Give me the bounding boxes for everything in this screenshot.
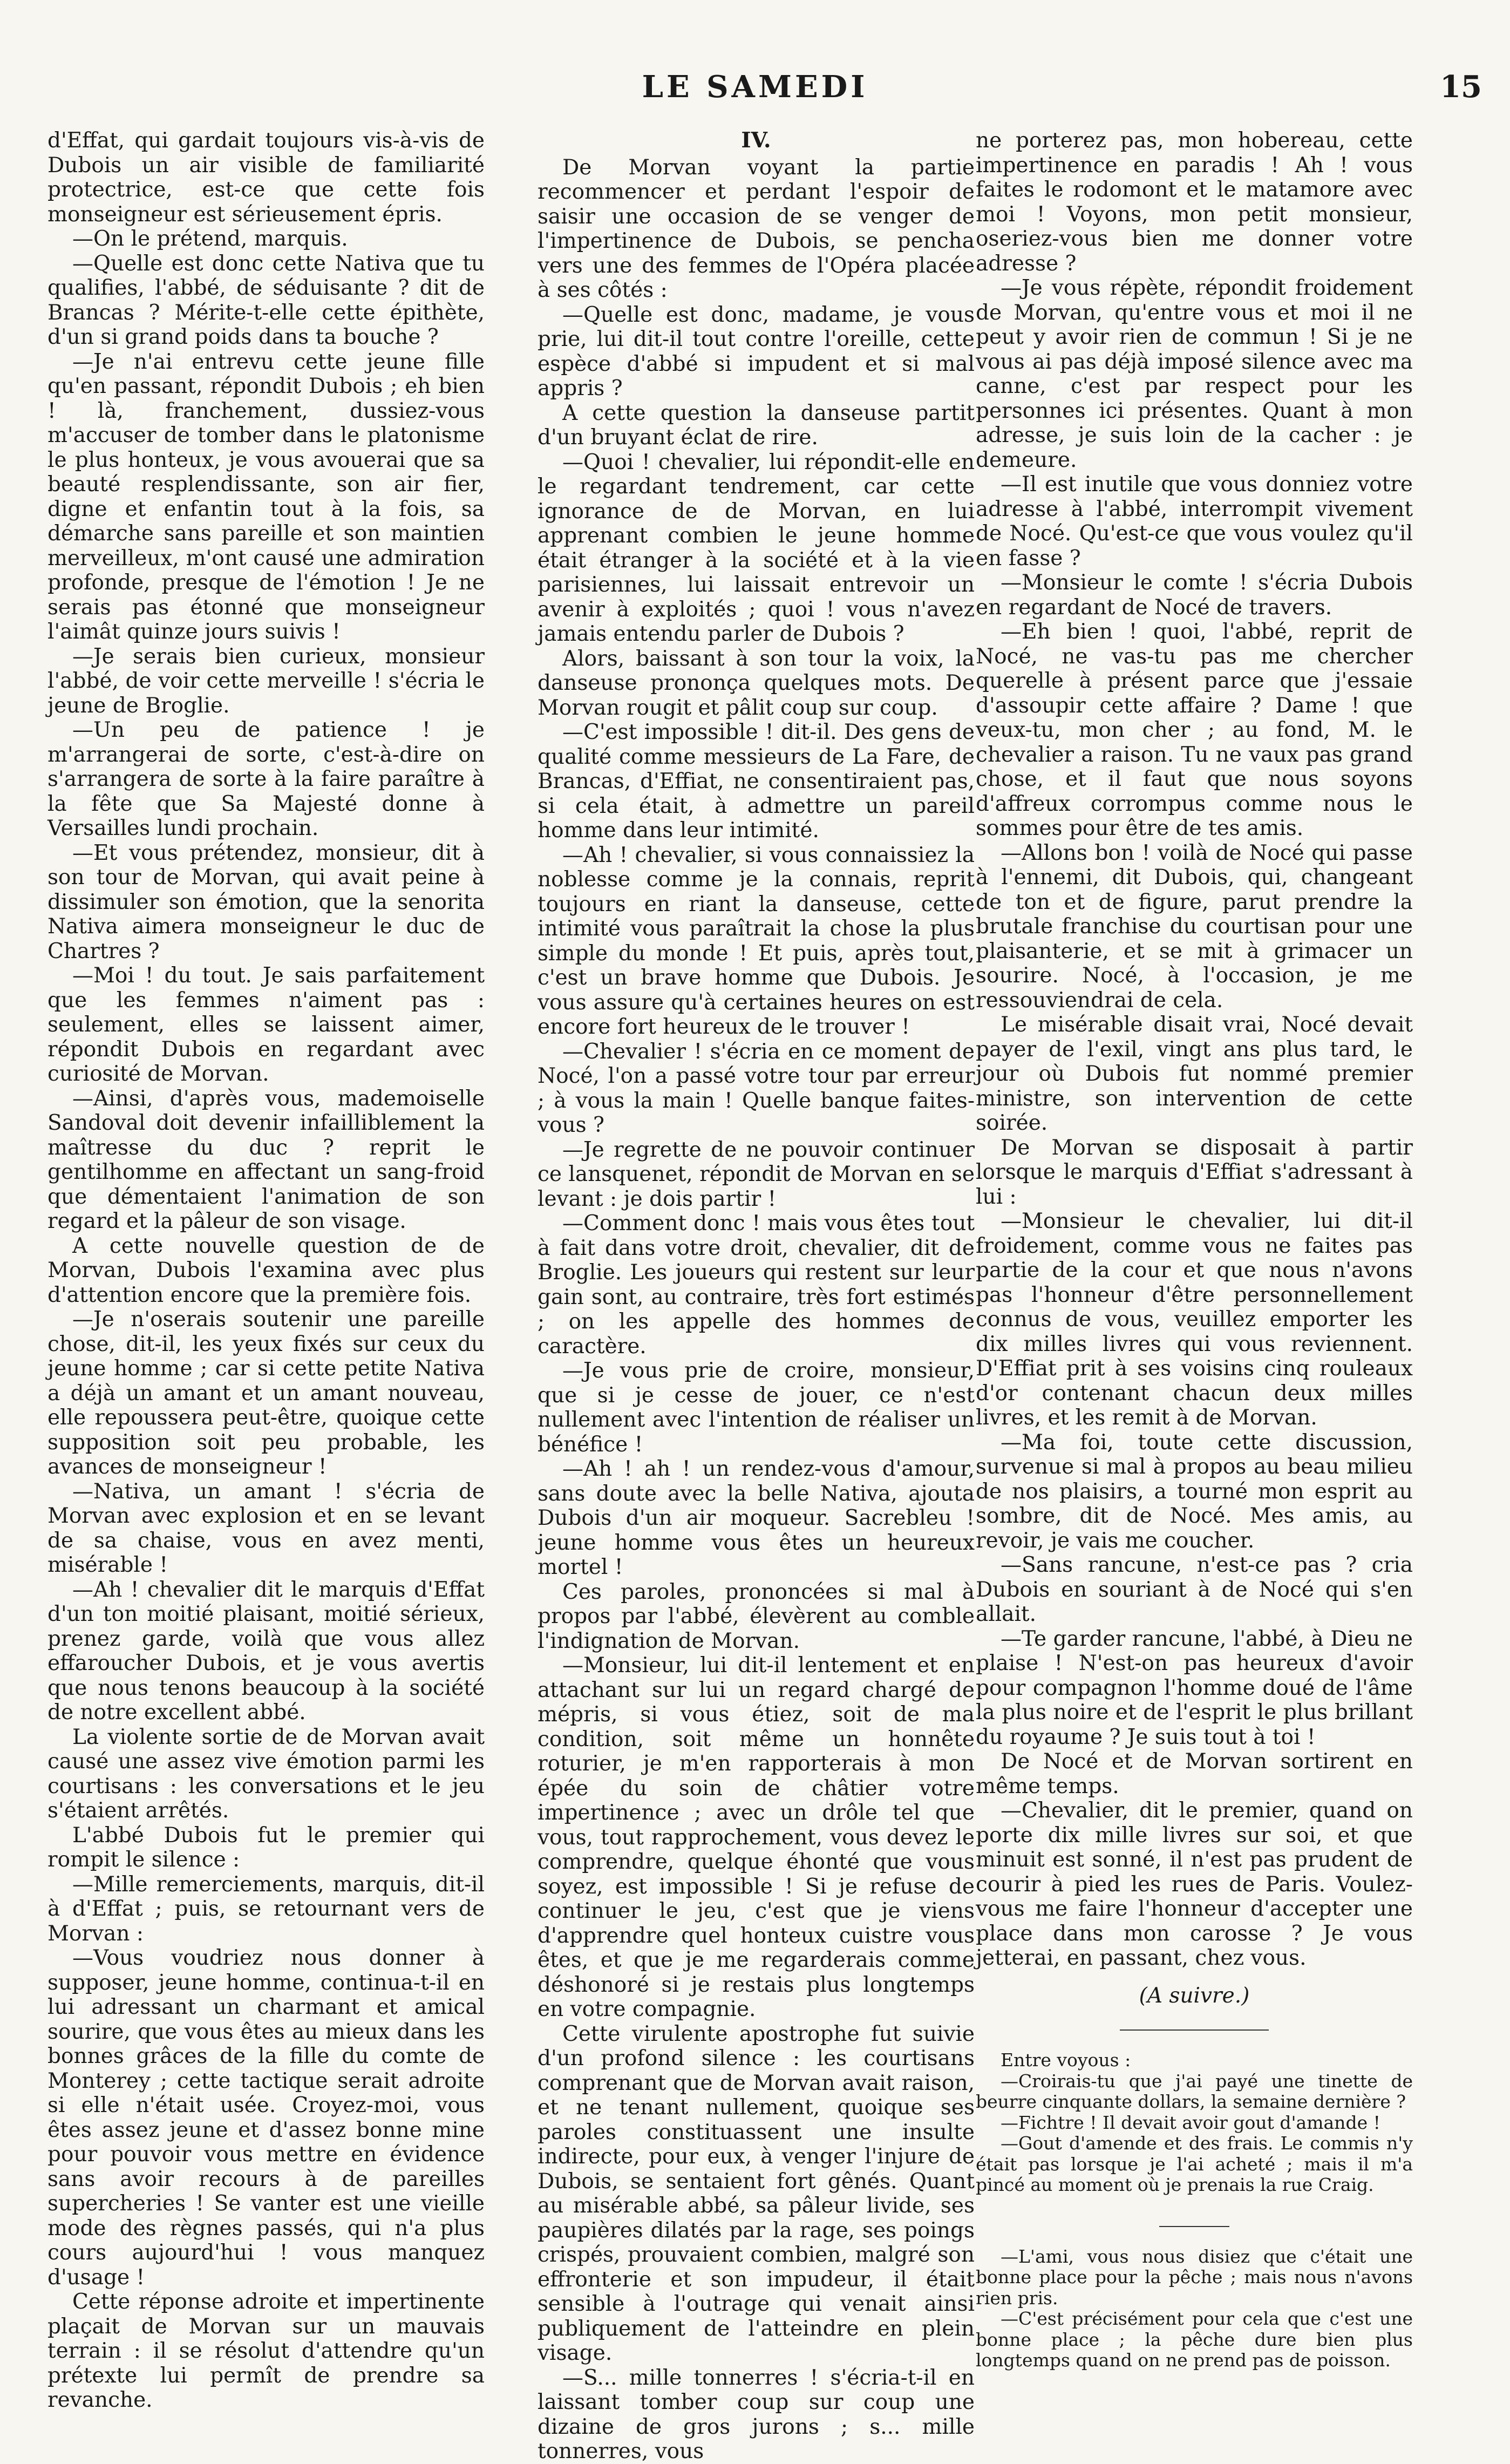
paragraph: —Ah ! ah ! un rendez-vous d'amour, sans doute avec la belle Nativa, ajouta Dubois d'un air moqueur. Sacrebleu ! jeune homme vous êtes un heureux mortel ! [538, 1457, 975, 1579]
paragraph: —Te garder rancune, l'abbé, à Dieu ne plaise ! N'est-on pas heureux d'avoir pour compagnon l'homme doué de l'âme la plus noire et de l'esprit le plus brillant du royaume ? Je suis tout à toi ! [976, 1626, 1413, 1749]
page-header [0, 0, 1510, 140]
paragraph: —Ah ! chevalier dit le marquis d'Effat d'un ton moitié plaisant, moitié sérieux, prenez garde, voilà que vous allez effaroucher Dubois, et je vous avertis que nous tenons beaucoup à la société de notre excellent abbé. [47, 1577, 485, 1725]
paragraph: De Nocé et de Morvan sortirent en même temps. [976, 1749, 1413, 1798]
paragraph: —Mille remerciements, marquis, dit-il à d'Effat ; puis, se retournant vers de Morvan : [47, 1872, 485, 1946]
paragraph: De Morvan voyant la partie recommencer et perdant l'espoir de saisir une occasion de se venger de l'impertinence de Dubois, se pencha vers une des femmes de l'Opéra placée à ses côtés : [538, 155, 975, 302]
page-number: 15 [1440, 69, 1482, 105]
joke-block [976, 2246, 1413, 2371]
joke-line: —Fichtre ! Il devait avoir gout d'amande ! [1001, 2112, 1380, 2133]
paragraph: Alors, baissant à son tour la voix, la danseuse prononça quelques mots. De Morvan rougit et pâlit coup sur coup. [538, 646, 975, 720]
paragraph: —Vous voudriez nous donner à supposer, jeune homme, continua-t-il en lui adressant un charmant et amical sourire, que vous êtes au mieux dans les bonnes grâces de la fille du comte de Monterey ; cette tactique serait adroite si elle n'était usée. Croyez-moi, vous êtes assez jeune et d'assez bonne mine pour pouvoir vous mettre en évidence sans avoir recours à de pareilles supercheries ! Se vanter est une vieille mode des règnes passés, qui n'a plus cours aujourd'hui ! vous manquez d'usage ! [47, 1946, 485, 2290]
paragraph: La violente sortie de de Morvan avait causé une assez vive émotion parmi les courtisans : les conversations et le jeu s'étaient arrêtés. [47, 1725, 485, 1823]
column-right [976, 128, 1413, 2371]
paragraph: —Monsieur le comte ! s'écria Dubois en regardant de Nocé de travers. [976, 571, 1413, 620]
joke-line: —Croirais-tu que j'ai payé une tinette de beurre cinquante dollars, la semaine dernière ? [976, 2070, 1413, 2112]
paragraph: —Ma foi, toute cette discussion, survenue si mal à propos au beau milieu de nos plaisirs, a tourné mon esprit au sombre, dit de Nocé. Mes amis, au revoir, je vais me coucher. [976, 1430, 1413, 1553]
paragraph: —Il est inutile que vous donniez votre adresse à l'abbé, interrompit vivement de Nocé. Qu'est-ce que vous voulez qu'il en fasse ? [976, 472, 1413, 571]
paragraph: —On le prétend, marquis. [72, 227, 348, 251]
newspaper-title: LE SAMEDI [642, 69, 868, 105]
paragraph: —Je regrette de ne pouvoir continuer ce lansquenet, répondit de Morvan en se levant : je dois partir ! [538, 1137, 975, 1211]
paragraph: Le misérable disait vrai, Nocé devait payer de l'exil, vingt ans plus tard, le jour où Dubois fut nommé premier ministre, son intervention de cette soirée. [976, 1013, 1413, 1135]
paragraph: —Nativa, un amant ! s'écria de Morvan avec explosion et en se levant de sa chaise, vous en avez menti, misérable ! [47, 1479, 485, 1577]
paragraph: A cette nouvelle question de de Morvan, Dubois l'examina avec plus d'attention encore que la première fois. [47, 1233, 485, 1307]
paragraph: Cette virulente apostrophe fut suivie d'un profond silence : les courtisans comprenant que de Morvan avait raison, et ne tenant nullement, quoique ses paroles constituassent une insulte indirecte, pour eux, à venger l'injure de Dubois, se sentaient fort gênés. Quant au misérable abbé, sa pâleur livide, ses paupières dilatés par la rage, ses poings crispés, prouvaient combien, malgré son effronterie et son impudeur, il était sensible à l'outrage qui venait ainsi publiquement de l'atteindre en plein visage. [538, 2021, 975, 2365]
paragraph: —Je n'ai entrevu cette jeune fille qu'en passant, répondit Dubois ; eh bien ! là, franchement, dussiez-vous m'accuser de tomber dans le platonisme le plus honteux, je vous avouerai que sa beauté resplendissante, son air fier, digne et enfantin tout à la fois, sa démarche sans pareille et son maintien merveilleux, m'ont causé une admiration profonde, presque de l'émotion ! Je ne serais pas étonné que monseigneur l'aimât quinze jours suivis ! [47, 349, 485, 644]
joke-line: Entre voyous : [1001, 2049, 1131, 2071]
joke-line: —Gout d'amende et des frais. Le commis n'y était pas lorsque je l'ai acheté ; mais il m'a pincé au moment où je prenais la rue Craig. [976, 2133, 1413, 2195]
joke-line: —C'est précisément pour cela que c'est une bonne place ; la pêche dure bien plus longtemps quand on ne prend pas de poisson. [976, 2308, 1413, 2371]
paragraph: —Ainsi, d'après vous, mademoiselle Sandoval doit devenir infailliblement la maîtresse du duc ? reprit le gentilhomme en affectant un sang-froid que démentaient l'animation de son regard et la pâleur de son visage. [47, 1086, 485, 1233]
paragraph: —Quelle est donc, madame, je vous prie, lui dit-il tout contre l'oreille, cette espèce d'abbé si impudent et si mal appris ? [538, 302, 975, 401]
paragraph: —Sans rancune, n'est-ce pas ? cria Dubois en souriant à de Nocé qui s'en allait. [976, 1553, 1413, 1626]
paragraph: —Chevalier ! s'écria en ce moment de Nocé, l'on a passé votre tour par erreur ; à vous la main ! Quelle banque faites-vous ? [538, 1039, 975, 1137]
paragraph: Cette réponse adroite et impertinente plaçait de Morvan sur un mauvais terrain : il se résolut d'attendre qu'un prétexte lui permît de prendre sa revanche. [47, 2290, 485, 2412]
paragraph: —C'est impossible ! dit-il. Des gens de qualité comme messieurs de La Fare, de Brancas, d'Effiat, ne consentiraient pas, si cela était, à admettre un pareil homme dans leur intimité. [538, 720, 975, 843]
paragraph: Ces paroles, prononcées si mal à propos par l'abbé, élevèrent au comble l'indignation de Morvan. [538, 1579, 975, 1653]
paragraph: —Je serais bien curieux, monsieur l'abbé, de voir cette merveille ! s'écria le jeune de Broglie. [47, 644, 485, 718]
paragraph: —Et vous prétendez, monsieur, dit à son tour de Morvan, qui avait peine à dissimuler son émotion, que la senorita Nativa aimera monseigneur le duc de Chartres ? [47, 840, 485, 963]
paragraph: —Ah ! chevalier, si vous connaissiez la noblesse comme je la connais, reprit toujours en riant la danseuse, cette intimité vous paraîtrait la chose la plus simple du monde ! Et puis, après tout, c'est un brave homme que Dubois. Je vous assure qu'à certaines heures on est encore fort heureux de le trouver ! [538, 843, 975, 1039]
paragraph: —Je vous répète, répondit froidement de Morvan, qu'entre vous et moi il ne peut y avoir rien de commun ! Si je ne vous ai pas déjà imposé silence avec ma canne, c'est par respect pour les personnes ici présentes. Quant à mon adresse, je suis loin de la cacher : je demeure. [976, 276, 1413, 472]
paragraph: —Allons bon ! voilà de Nocé qui passe à l'ennemi, dit Dubois, qui, changeant de ton et de figure, parut prendre la brutale franchise du courtisan pour une plaisanterie, et se mit à grimacer un sourire. Nocé, à l'occasion, je me ressouviendrai de cela. [976, 840, 1413, 1013]
paragraph: A cette question la danseuse partit d'un bruyant éclat de rire. [538, 401, 975, 450]
paragraph: —S... mille tonnerres ! s'écria-t-il en laissant tomber coup sur coup une dizaine de gros jurons ; s... mille tonnerres, vous [538, 2365, 975, 2463]
paragraph: —Comment donc ! mais vous êtes tout à fait dans votre droit, chevalier, dit de Broglie. Les joueurs qui restent sur leur gain sont, au contraire, très fort estimés ; on les appelle des hommes de caractère. [538, 1211, 975, 1359]
paragraph: d'Effat, qui gardait toujours vis-à-vis de Dubois un air visible de familiarité protectrice, est-ce que cette fois monseigneur est sérieusement épris. [47, 128, 485, 227]
paragraph: L'abbé Dubois fut le premier qui rompit le silence : [47, 1823, 485, 1872]
paragraph: —Eh bien ! quoi, l'abbé, reprit de Nocé, ne vas-tu pas me chercher querelle à présent parce que j'essaie d'assoupir cette affaire ? Dame ! que veux-tu, mon cher ; au fond, M. le chevalier a raison. Tu ne vaux pas grand chose, et il faut que nous soyons d'affreux corrompus comme nous le sommes pour être de tes amis. [976, 620, 1413, 840]
paragraph: —Quelle est donc cette Nativa que tu qualifies, l'abbé, de séduisante ? dit de Brancas ? Mérite-t-elle cette épithète, d'un si grand poids dans ta bouche ? [47, 251, 485, 349]
paragraph: —Monsieur le chevalier, lui dit-il froidement, comme vous ne faites pas partie de la cour et que nous n'avons pas l'honneur d'être personnellement connus de vous, veuillez emporter les dix milles livres qui vous reviennent. D'Effiat prit à ses voisins cinq rouleaux d'or contenant chacun deux milles livres, et les remit à de Morvan. [976, 1209, 1413, 1430]
paragraph: —Je n'oserais soutenir une pareille chose, dit-il, les yeux fixés sur ceux du jeune homme ; car si cette petite Nativa a déjà un amant et un amant nouveau, elle repoussera peut-être, quoique cette supposition soit peu probable, les avances de monseigneur ! [47, 1307, 485, 1479]
paragraph: ne porterez pas, mon hobereau, cette impertinence en paradis ! Ah ! vous faites le rodomont et le matamore avec moi ! Voyons, mon petit monsieur, oseriez-vous bien me donner votre adresse ? [976, 128, 1413, 276]
joke-block [976, 2050, 1413, 2196]
joke-line: —L'ami, vous nous disiez que c'était une bonne place pour la pêche ; mais nous n'avons rien pris. [976, 2245, 1413, 2309]
chapter-heading: IV. [741, 128, 771, 153]
paragraph: —Chevalier, dit le premier, quand on porte dix mille livres sur soi, et que minuit est sonné, il n'est pas prudent de courir à pied les rues de Paris. Voulez-vous me faire l'honneur d'accepter une place dans mon carosse ? Je vous jetterai, en passant, chez vous. [976, 1798, 1413, 1970]
paragraph: —Quoi ! chevalier, lui répondit-elle en le regardant tendrement, car cette ignorance de de Morvan, en lui apprenant combien le jeune homme était étranger à la société et à la vie parisiennes, lui laissait entrevoir un avenir à exploités ; quoi ! vous n'avez jamais entendu parler de Dubois ? [538, 450, 975, 646]
column-middle [538, 128, 975, 2463]
paragraph: —Moi ! du tout. Je sais parfaitement que les femmes n'aiment pas : seulement, elles se laissent aimer, répondit Dubois en regardant avec curiosité de Morvan. [47, 963, 485, 1086]
column-left [47, 128, 485, 2412]
paragraph: —Monsieur, lui dit-il lentement et en attachant sur lui un regard chargé de mépris, si vous étiez, soit de ma condition, soit même un honnête roturier, je m'en rapporterais à mon épée du soin de châtier votre impertinence ; avec un drôle tel que vous, tout rapprochement, vous devez le comprendre, quelque éhonté que vous soyez, est impossible ! Si je refuse de continuer le jeu, c'est que je viens d'apprendre quel honteux cuistre vous êtes, et que je me regarderais comme déshonoré si je restais plus longtemps en votre compagnie. [538, 1653, 975, 2021]
paragraph: De Morvan se disposait à partir lorsque le marquis d'Effiat s'adressant à lui : [976, 1135, 1413, 1209]
to-be-continued: (A suivre.) [1139, 1983, 1250, 2008]
paragraph: —Je vous prie de croire, monsieur, que si je cesse de jouer, ce n'est nullement avec l'intention de réaliser un bénéfice ! [538, 1359, 975, 1457]
column-divider [1159, 2226, 1229, 2227]
column-divider [1120, 2029, 1268, 2031]
paragraph: —Un peu de patience ! je m'arrangerai de sorte, c'est-à-dire on s'arrangera de sorte à la faire paraître à la fête que Sa Majesté donne à Versailles lundi prochain. [47, 718, 485, 840]
